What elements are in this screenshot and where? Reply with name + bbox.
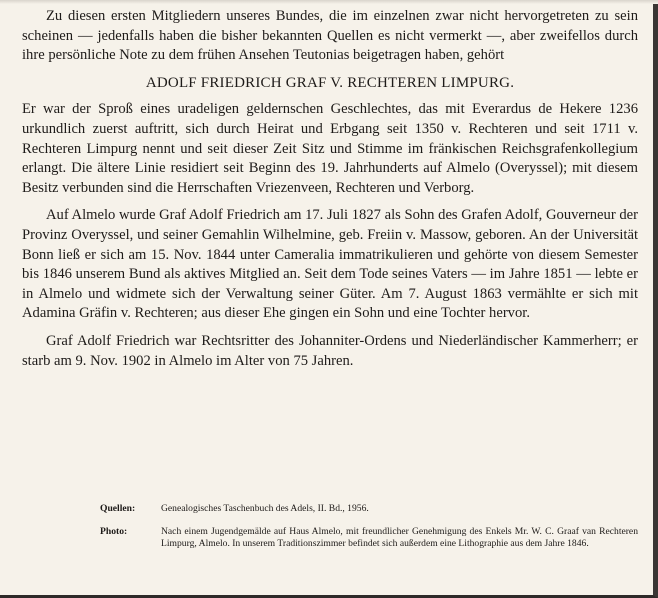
top-edge-strip bbox=[0, 0, 658, 4]
photo-text: Nach einem Jugendgemälde auf Haus Almelo, mit freundlicher Genehmigung des Enkels Mr. W. C. Graaf van Rechteren Limpurg, Almelo. In unserem Traditionszimmer befindet sich außerdem eine Lithographie aus dem Jahre 1846. bbox=[161, 525, 638, 550]
paragraph-2: Auf Almelo wurde Graf Adolf Friedrich am 17. Juli 1827 als Sohn des Grafen Adolf, Gouverneur der Provinz Overyssel, und seiner Gemahlin Wilhelmine, geb. Freiin v. Massow, geboren. An der Universität Bonn ließ er sich am 15. Nov. 1844 unter Cameralia immatrikulieren und gehörte von diesem Semester bis 1846 unserem Bund als aktives Mitglied an. Seit dem Tode seines Vaters — im Jahre 1851 — lebte er in Almelo und widmete sich der Verwaltung seiner Güter. Am 7. August 1863 vermählte er sich mit Adamina Gräfin v. Rechteren; aus dieser Ehe gingen ein Sohn und eine Tochter hervor. bbox=[22, 207, 638, 322]
paragraph-1: Er war der Sproß eines uradeligen geldernschen Geschlechtes, das mit Everardus de Hekere 1236 urkundlich zuerst auftritt, sich durch Heirat und Erbgang seit 1350 v. Rechteren und seit 1711 v. Rechteren Limpurg nennt und seit dieser Zeit Sitz und Stimme im fränkischen Reichsgrafenkollegium erlangt. Die ältere Linie residiert seit Beginn des 19. Jahrhunderts auf Almelo (Overyssel); mit diesem Besitz verbunden sind die Herrschaften Vriezenveen, Rechteren und Verborg. bbox=[22, 101, 638, 196]
photo-label: Photo: bbox=[100, 525, 128, 537]
sources-row bbox=[100, 503, 638, 516]
paragraph-3: Graf Adolf Friedrich war Rechtsritter des Johanniter-Ordens und Niederländischer Kammerherr; er starb am 9. Nov. 1902 in Almelo im Alter von 75 Jahren. bbox=[22, 332, 638, 369]
photo-row bbox=[100, 526, 638, 551]
footnotes bbox=[100, 503, 638, 561]
main-text bbox=[22, 7, 638, 379]
sources-text: Genealogisches Taschenbuch des Adels, II. Bd., 1956. bbox=[161, 503, 369, 514]
intro-paragraph: Zu diesen ersten Mitgliedern unseres Bundes, die im einzelnen zwar nicht hervorgetreten zu sein scheinen — jedenfalls haben die bisher bekannten Quellen es nicht vermerkt —, aber zweifellos durch ihre persönliche Note zu dem frühen Ansehen Teutonias beigetragen haben, gehört bbox=[22, 8, 638, 64]
sources-label: Quellen: bbox=[100, 503, 136, 514]
section-heading: ADOLF FRIEDRICH GRAF V. RECHTEREN LIMPURG. bbox=[145, 74, 515, 91]
